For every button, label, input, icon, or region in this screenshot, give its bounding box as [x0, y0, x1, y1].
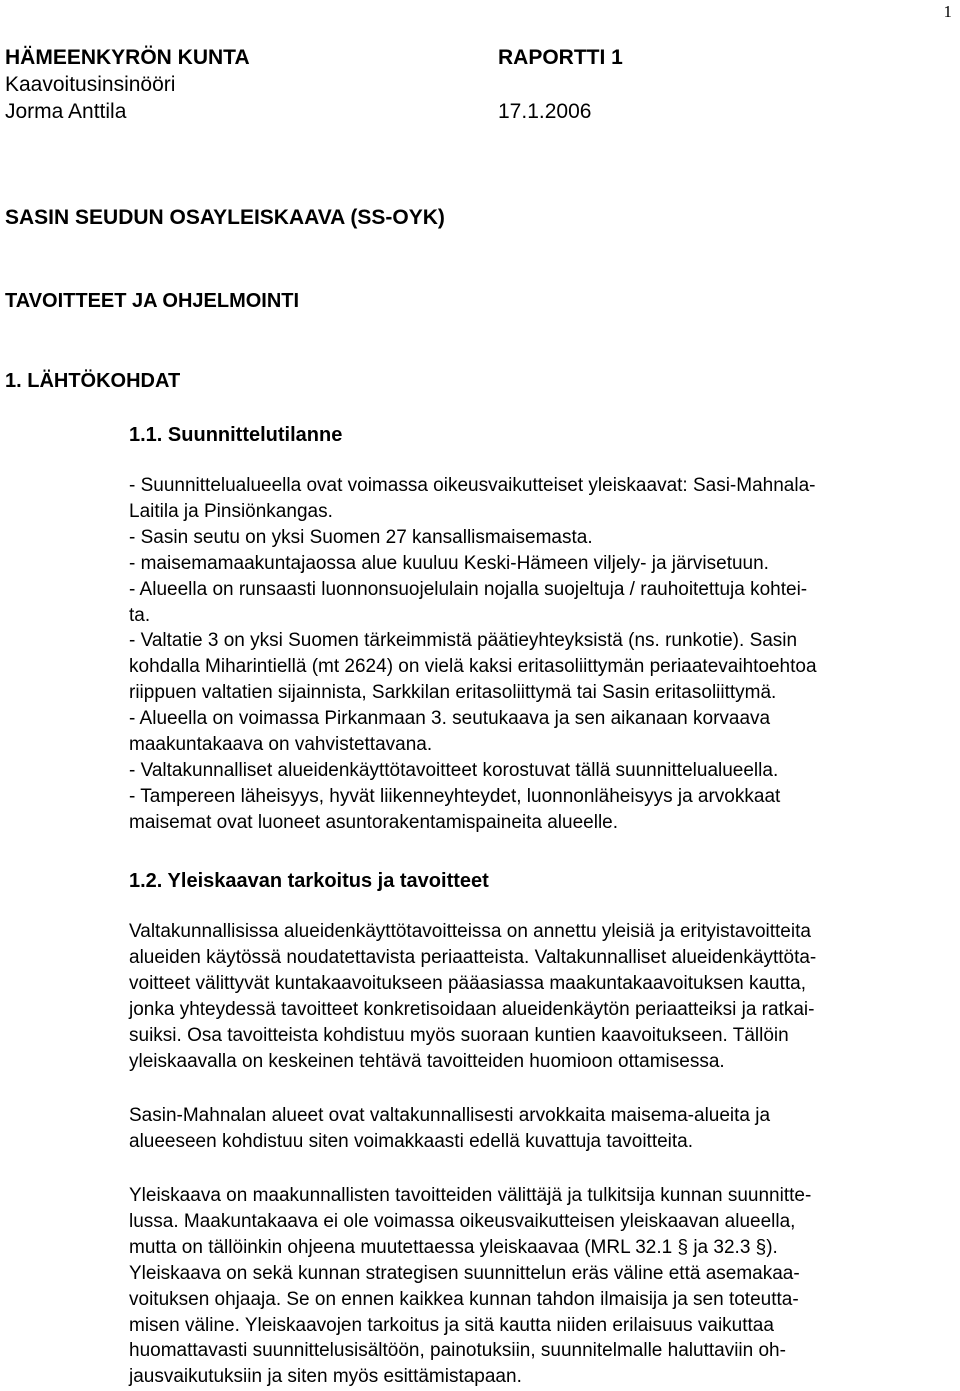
paragraph-1-line: yleiskaavalla on keskeinen tehtävä tavoitteiden huomioon ottamisessa.	[129, 1050, 725, 1072]
header-report: RAPORTTI 1	[498, 46, 623, 69]
paragraph-3-line: lussa. Maakuntakaava ei ole voimassa oikeusvaikutteisen yleiskaavan alueella,	[129, 1210, 796, 1232]
suunnittelutilanne-line: Laitila ja Pinsiönkangas.	[129, 500, 333, 522]
paragraph-3-line: misen väline. Yleiskaavojen tarkoitus ja sitä kautta niiden erilaisuus vaikuttaa	[129, 1314, 774, 1336]
suunnittelutilanne-line: - maisemamaakuntajaossa alue kuuluu Keski-Hämeen viljely- ja järvisetuun.	[129, 552, 769, 574]
paragraph-2-line: Sasin-Mahnalan alueet ovat valtakunnallisesti arvokkaita maisema-alueita ja	[129, 1105, 771, 1126]
suunnittelutilanne-line: maakuntakaava on vahvistettavana.	[129, 734, 433, 755]
suunnittelutilanne-line: - Sasin seutu on yksi Suomen 27 kansallismaisemasta.	[129, 526, 593, 548]
suunnittelutilanne-line: ta.	[129, 604, 151, 626]
header-role: Kaavoitusinsinööri	[5, 73, 176, 96]
paragraph-1-line: jonka yhteydessä tavoitteet konkretisoidaan alueidenkäytön periaatteiksi ja ratkai-	[129, 998, 815, 1020]
suunnittelutilanne-line: - Valtakunnalliset alueidenkäyttötavoitteet korostuvat tällä suunnittelualueella.	[129, 759, 779, 781]
suunnittelutilanne-line: maisemat ovat luoneet asuntorakentamispaineita alueelle.	[129, 811, 619, 833]
paragraph-1-line: alueiden käytössä noudatettavista periaatteista. Valtakunnalliset alueidenkäyttöta-	[129, 946, 817, 968]
section-heading-1: 1. LÄHTÖKOHDAT	[5, 370, 181, 392]
paragraph-3-line: voituksen ohjaaja. Se on ennen kaikkea kunnan tahdon ilmaisija ja sen toteutta-	[129, 1288, 799, 1310]
suunnittelutilanne-line: - Suunnittelualueella ovat voimassa oikeusvaikutteiset yleiskaavat: Sasi-Mahnala-	[129, 475, 816, 496]
subsection-heading-1-2: 1.2. Yleiskaavan tarkoitus ja tavoitteet	[129, 870, 489, 892]
suunnittelutilanne-line: - Valtatie 3 on yksi Suomen tärkeimmistä päätieyhteyksistä (ns. runkotie). Sasin	[129, 630, 798, 652]
document-subtitle: TAVOITTEET JA OHJELMOINTI	[5, 290, 300, 312]
suunnittelutilanne-line: riippuen valtatien sijainnista, Sarkkilan eritasoliittymä tai Sasin eritasoliittymä.	[129, 682, 777, 704]
paragraph-1-line: voitteet välittyvät kuntakaavoitukseen pääasiassa maakuntakaavoituksen kautta,	[129, 972, 807, 994]
page-number: 1	[943, 2, 952, 21]
paragraph-3-line: Yleiskaava on maakunnallisten tavoitteiden välittäjä ja tulkitsija kunnan suunnitte-	[129, 1185, 812, 1206]
header-author: Jorma Anttila	[5, 100, 127, 123]
paragraph-3-line: mutta on tällöinkin ohjeena muutettaessa yleiskaavaa (MRL 32.1 § ja 32.3 §).	[129, 1236, 778, 1258]
paragraph-3-line: huomattavasti suunnittelusisältöön, painotuksiin, suunnitelmalle haluttaviin oh-	[129, 1340, 786, 1362]
document-title: SASIN SEUDUN OSAYLEISKAAVA (SS-OYK)	[5, 206, 445, 229]
suunnittelutilanne-line: - Tampereen läheisyys, hyvät liikenneyhteydet, luonnonläheisyys ja arvokkaat	[129, 785, 781, 807]
suunnittelutilanne-line: - Alueella on voimassa Pirkanmaan 3. seutukaava ja sen aikanaan korvaava	[129, 708, 771, 730]
header-date: 17.1.2006	[498, 100, 592, 123]
suunnittelutilanne-line: - Alueella on runsaasti luonnonsuojelulain nojalla suojeltuja / rauhoitettuja kohtei-	[129, 578, 808, 600]
paragraph-2-line: alueeseen kohdistuu siten voimakkaasti edellä kuvattuja tavoitteita.	[129, 1130, 694, 1152]
paragraph-3-line: Yleiskaava on sekä kunnan strategisen suunnittelun eräs väline että asemakaa-	[129, 1262, 800, 1284]
suunnittelutilanne-line: kohdalla Miharintiellä (mt 2624) on vielä kaksi eritasoliittymän periaatevaihtoehtoa	[129, 656, 817, 678]
paragraph-1-line: suiksi. Osa tavoitteista kohdistuu myös suoraan kuntien kaavoitukseen. Tällöin	[129, 1024, 789, 1046]
subsection-heading-1-1: 1.1. Suunnittelutilanne	[129, 424, 343, 446]
paragraph-3-line: jausvaikutuksiin ja siten myös esittämistapaan.	[129, 1366, 522, 1388]
header-org: HÄMEENKYRÖN KUNTA	[5, 46, 250, 69]
paragraph-1-line: Valtakunnallisissa alueidenkäyttötavoitteissa on annettu yleisiä ja erityistavoitteita	[129, 921, 811, 942]
